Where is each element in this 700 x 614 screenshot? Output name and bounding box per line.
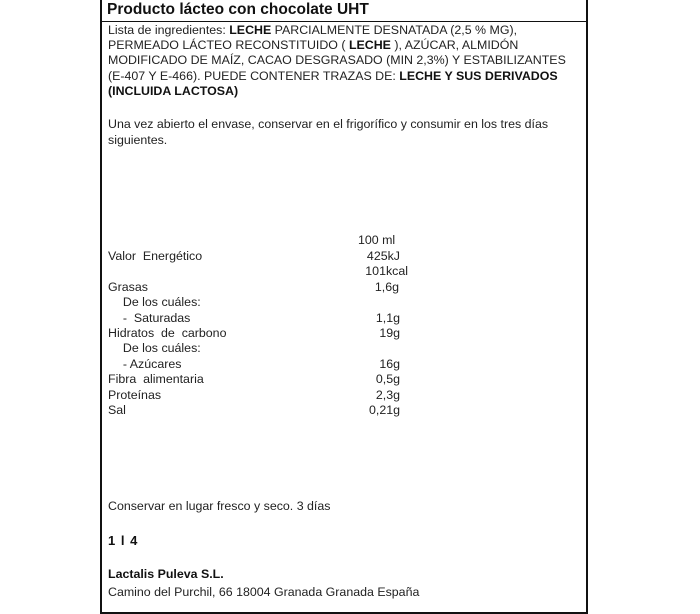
product-title: Producto lácteo con chocolate UHT (107, 1, 369, 18)
nutrition-value: 19g (379, 326, 400, 340)
nutrition-row (108, 249, 408, 264)
nutrition-row (108, 372, 408, 387)
storage-note: Una vez abierto el envase, conservar en el frigorífico y consumir en los tres días siguientes. (108, 117, 549, 147)
nutrition-row (108, 295, 408, 310)
nutrition-label: - Azúcares (116, 357, 182, 371)
nutrition-label: Sal (108, 403, 126, 417)
nutrition-label: Proteínas (108, 388, 162, 402)
nutrition-row (108, 341, 408, 356)
ingredients-list (108, 23, 580, 99)
nutrition-value: 2,3g (375, 388, 400, 402)
ingredients-part-1: PARCIALMENTE DESNATADA (2,5 % MG), PERMEADO LÁCTEO RECONSTITUIDO ( (108, 23, 518, 53)
nutrition-value: 425kJ (366, 248, 400, 263)
company-address: Camino del Purchil, 66 18004 Granada Granada España (108, 585, 420, 599)
package-count: 1 l 4 (108, 533, 139, 548)
allergen-leche-1: LECHE (229, 23, 272, 37)
nutrition-row (108, 357, 408, 372)
nutrition-row (108, 388, 408, 403)
nutrition-label: - Saturadas (116, 311, 191, 325)
nutrition-row (108, 311, 408, 326)
nutrition-value: 1,1g (375, 311, 400, 325)
title-divider (100, 21, 588, 22)
allergen-leche-2: LECHE (348, 38, 391, 53)
nutrition-label: Fibra alimentaria (108, 372, 204, 386)
nutrition-row (108, 326, 408, 341)
nutrition-header-row (108, 233, 408, 248)
company-name: Lactalis Puleva S.L. (108, 567, 224, 581)
nutrition-row (108, 264, 408, 279)
nutrition-label: De los cuáles: (116, 341, 201, 355)
nutrition-label: Hidratos de carbono (108, 326, 227, 340)
nutrition-label: Grasas (108, 280, 148, 294)
nutrition-value: 0,5g (375, 372, 400, 386)
ingredients-part-2: ), AZÚCAR, ALMIDÓN MODIFICADO DE MAÍZ, CACAO DESGRASADO (MIN 2,3%) Y ESTABILIZANTES (E-407 Y E-466). PUEDE CONTENER TRAZAS DE: (108, 38, 566, 83)
nutrition-value: 16g (379, 357, 400, 371)
nutrition-row (108, 403, 408, 418)
conservation-note: Conservar en lugar fresco y seco. 3 días (108, 499, 331, 513)
nutrition-label: Valor Energético (108, 248, 203, 263)
nutrition-value: 0,21g (368, 403, 400, 417)
ingredients-prefix: Lista de ingredientes: (108, 23, 230, 37)
nutrition-value: 1,6g (374, 280, 399, 294)
nutrition-value: 101kcal (365, 264, 408, 278)
allergen-trazas: LECHE Y SUS DERIVADOS (INCLUIDA LACTOSA) (108, 68, 558, 98)
nutrition-per-header: 100 ml (358, 233, 396, 247)
nutrition-label: De los cuáles: (116, 295, 201, 309)
nutrition-row (108, 280, 408, 295)
